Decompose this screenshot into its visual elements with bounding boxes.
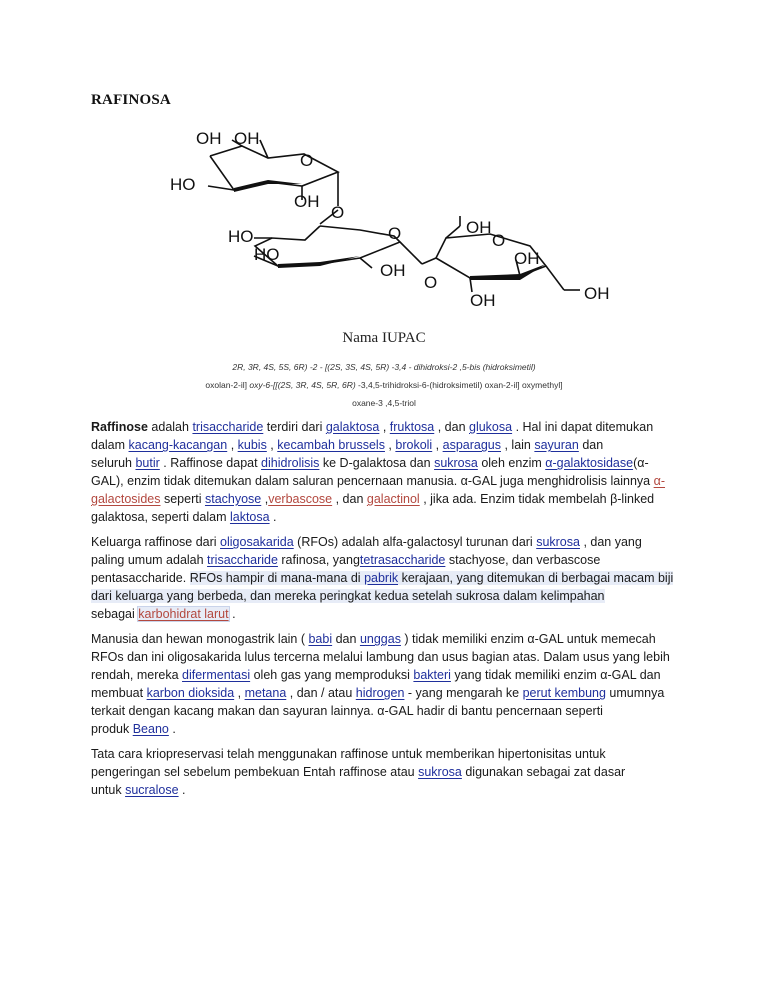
label-oh-1: OH [196,129,222,148]
text-line: galactosides seperti stachyose ,verbascose , dan galactinol , jika ada. Enzim tidak membelah β-linked [91,492,655,506]
link-karbon-dioksida[interactable]: karbon dioksida [146,686,235,700]
text-line: rendah, mereka difermentasi oleh gas yang memproduksi bakteri yang tidak memiliki enzim α-GAL dan [91,668,661,682]
highlighted-text: RFOs hampir di mana-mana di [189,571,365,585]
label-ho-1: HO [170,175,196,194]
text-line: produk Beano . [91,722,176,736]
paragraph-rfos-family [91,533,691,623]
link-verbascose[interactable]: verbascose [268,492,333,506]
link-galactosides[interactable]: galactosides [91,492,161,506]
link-stachyose[interactable]: stachyose [204,492,262,506]
link-glukosa[interactable]: glukosa [469,420,513,434]
text-line: pengeringan sel sebelum pembekuan Entah raffinose atau sukrosa digunakan sebagai zat dasar [91,765,626,779]
text-line: Manusia dan hewan monogastrik lain ( babi dan unggas ) tidak memiliki enzim α-GAL untuk memecah [91,632,656,646]
link-bakteri[interactable]: bakteri [413,668,451,682]
link-difermentasi[interactable]: difermentasi [182,668,251,682]
text-line: untuk sucralose . [91,783,186,797]
highlighted-text: dari keluarga yang berbeda, dan mereka peringkat kedua setelah sukrosa dalam kelimpahan [91,589,605,603]
label-ring-oxygen-1: O [300,151,314,170]
text-line: Tata cara kriopreservasi telah menggunakan raffinose untuk memberikan hipertonisitas untuk [91,747,606,761]
label-oh-7: OH [470,291,496,310]
link-unggas[interactable]: unggas [359,632,401,646]
label-ring-oxygen-3: O [492,231,506,250]
iupac-heading: Nama IUPAC [342,330,426,346]
text-line: dalam kacang-kacangan , kubis , kecambah brussels , brokoli , asparagus , lain sayuran dan [91,438,604,452]
label-oh-4: OH [380,261,406,280]
link-sukrosa[interactable]: sukrosa [434,456,478,470]
page-title: RAFINOSA [91,92,171,108]
link-sukrosa-3[interactable]: sukrosa [418,765,462,779]
link-kacang-kacangan[interactable]: kacang-kacangan [128,438,228,452]
iupac-name-line-3: oxane-3 ,4,5-triol [352,398,416,408]
paragraph-digestion [91,630,691,738]
link-pabrik[interactable]: pabrik [364,571,399,585]
link-sukrosa-2[interactable]: sukrosa [536,535,580,549]
link-galactinol[interactable]: galactinol [366,492,420,506]
link-laktosa[interactable]: laktosa [229,510,270,524]
link-perut-kembung[interactable]: perut kembung [522,686,606,700]
text-line: paling umum adalah trisaccharide rafinosa, yangtetrasaccharide stachyose, dan verbascose [91,553,601,567]
link-trisaccharide[interactable]: trisaccharide [192,420,264,434]
link-kubis[interactable]: kubis [237,438,267,452]
link-butir[interactable]: butir [135,456,160,470]
label-glycosidic-oxygen-1: O [331,203,345,222]
link-trisaccharide-2[interactable]: trisaccharide [207,553,278,567]
label-oh-8: OH [584,284,610,303]
link-beano[interactable]: Beano [132,722,169,736]
text-line: seluruh butir . Raffinose dapat dihidrolisis ke D-galaktosa dan sukrosa oleh enzim α-galaktosidase(α- [91,456,649,470]
text-line: RFOs dan ini oligosakarida lulus tercerna melalui lambung dan usus bagian atas. Dalam usus yang lebih [91,650,670,664]
label-glycosidic-oxygen-2: O [424,273,438,292]
label-oh-2: OH [234,129,260,148]
link-sayuran[interactable]: sayuran [534,438,579,452]
label-oh-5: OH [466,218,492,237]
highlighted-text: kerajaan, yang ditemukan di berbagai macam biji [398,571,674,585]
label-ho-2: HO [228,227,254,246]
link-tetrasaccharide[interactable]: tetrasaccharide [359,553,446,567]
text-line: GAL), enzim tidak ditemukan dalam saluran pencernaan manusia. α-GAL juga menghidrolisis lainnya α- [91,474,666,488]
paragraph-cryopreservation [91,745,691,799]
label-oh-6: OH [514,249,540,268]
link-brokoli[interactable]: brokoli [395,438,433,452]
link-hidrogen[interactable]: hidrogen [355,686,405,700]
iupac-name-line-1: 2R, 3R, 4S, 5S, 6R) -2 - [(2S, 3S, 4S, 5R) -3,4 - dihidroksi-2 ,5-bis (hidroksimetil) [232,362,536,372]
iupac-name-line-2: oxolan-2-il] oxy-6-[[(2S, 3R, 4S, 5R, 6R) -3,4,5-trihidroksi-6-(hidroksimetil) oxan-2-il] oxymethyl] [205,380,563,390]
label-ring-oxygen-2: O [388,224,402,243]
link-sucralose[interactable]: sucralose [125,783,179,797]
link-fruktosa[interactable]: fruktosa [389,420,435,434]
text-line: Keluarga raffinose dari oligosakarida (RFOs) adalah alfa-galactosyl turunan dari sukrosa , dan yang [91,535,642,549]
text-line [91,587,691,605]
text-line: Raffinose adalah trisaccharide terdiri dari galaktosa , fruktosa , dan glukosa . Hal ini dapat ditemukan [91,420,654,434]
link-oligosakarida[interactable]: oligosakarida [220,535,294,549]
text-line: pentasaccharide. RFOs hampir di mana-mana di pabrik kerajaan, yang ditemukan di berbagai macam biji [91,571,674,585]
link-metana[interactable]: metana [244,686,287,700]
link-galaktosa[interactable]: galaktosa [325,420,380,434]
text-line: galaktosa, seperti dalam laktosa . [91,510,277,524]
text-line: terkait dengan kacang makan dan sayuran lainnya. α-GAL hadir di bantu pencernaan seperti [91,704,603,718]
paragraph-raffinose-intro [91,418,691,526]
link-kecambah-brussels[interactable]: kecambah brussels [277,438,385,452]
link-alpha-galactosides[interactable]: α- [653,474,666,488]
link-babi[interactable]: babi [308,632,333,646]
text-line: membuat karbon dioksida , metana , dan / atau hidrogen - yang mengarah ke perut kembung umumnya [91,686,665,700]
text-line: sebagai karbohidrat larut . [91,607,236,621]
label-ho-3: HO [254,245,280,264]
link-asparagus[interactable]: asparagus [442,438,501,452]
link-dihidrolisis[interactable]: dihidrolisis [261,456,320,470]
link-alpha-galaktosidase[interactable]: α-galaktosidase [545,456,634,470]
link-karbohidrat-larut[interactable]: karbohidrat larut [138,607,229,621]
label-oh-3: OH [294,192,320,211]
raffinose-structure-diagram [160,118,630,318]
